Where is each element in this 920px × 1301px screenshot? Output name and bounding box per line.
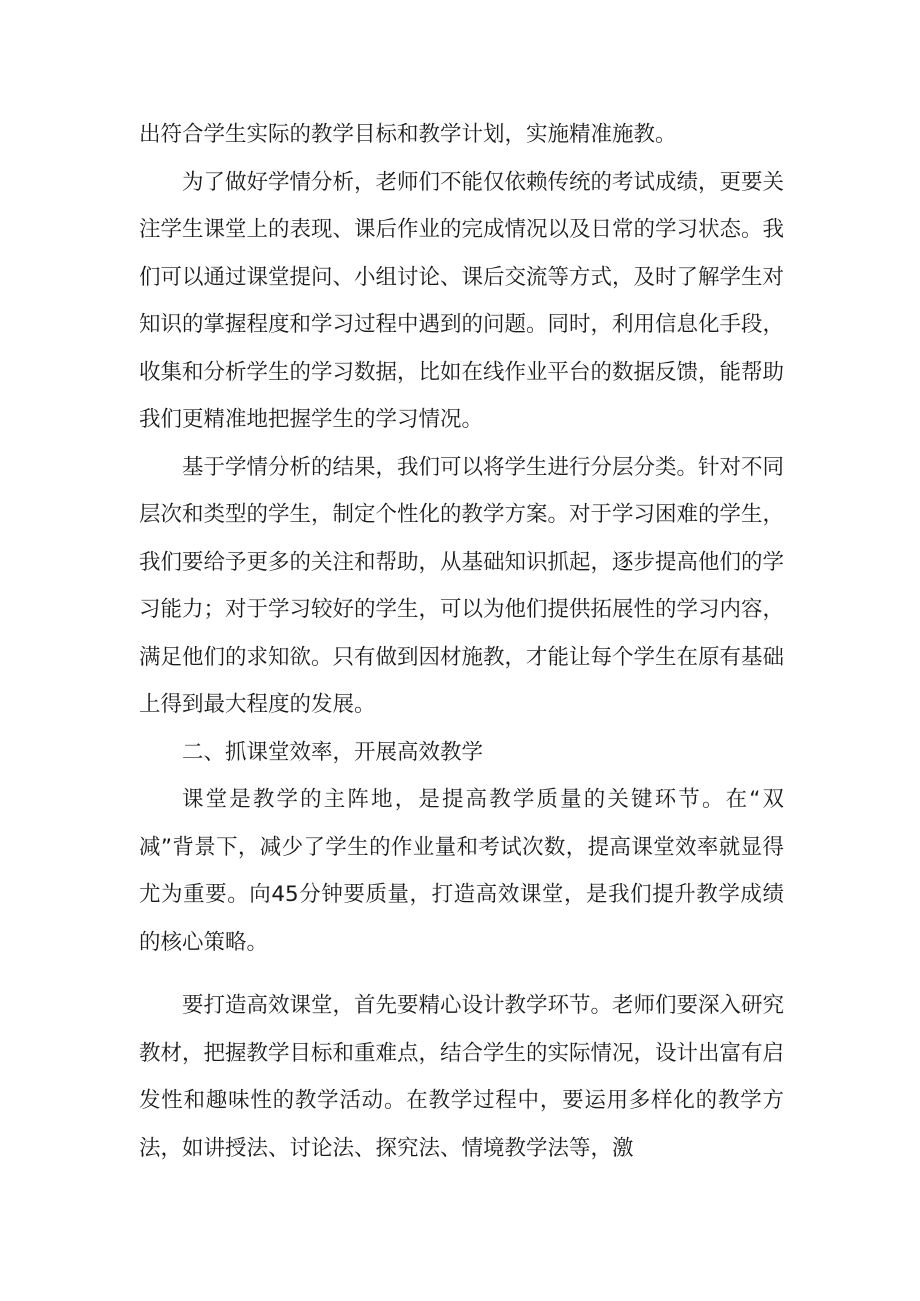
paragraph-efficient-classroom: 要打造高效课堂，首先要精心设计教学环节。老师们要深入研究教材，把握教学目标和重难点，结合学生的实际情况，设计出富有启发性和趣味性的教学活动。在教学过程中，要运用多样化的教学方法，如讲授法、讨论法、探究法、情境教学法等，激	[139, 993, 785, 1161]
paragraph-learning-analysis: 为了做好学情分析，老师们不能仅依赖传统的考试成绩，更要关注学生课堂上的表现、课后作业的完成情况以及日常的学习状态。我们可以通过课堂提问、小组讨论、课后交流等方式，及时了解学生对知识的掌握程度和学习过程中遇到的问题。同时，利用信息化手段，收集和分析学生的学习数据，比如在线作业平台的数据反馈，能帮助我们更精准地把握学生的学习情况。	[139, 169, 785, 432]
paragraph-classroom-efficiency: 课堂是教学的主阵地，是提高教学质量的关键环节。在“双减”背景下，减少了学生的作业量和考试次数，提高课堂效率就显得尤为重要。向45分钟要质量，打造高效课堂，是我们提升教学成绩的核心策略。	[139, 787, 784, 955]
paragraph-tiered-teaching: 基于学情分析的结果，我们可以将学生进行分层分类。针对不同层次和类型的学生，制定个性化的教学方案。对于学习困难的学生，我们要给予更多的关注和帮助，从基础知识抓起，逐步提高他们的学习能力；对于学习较好的学生，可以为他们提供拓展性的学习内容，满足他们的求知欲。只有做到因材施教，才能让每个学生在原有基础上得到最大程度的发展。	[139, 454, 785, 717]
document-body	[139, 111, 784, 1172]
paragraph-continuation: 出符合学生实际的教学目标和教学计划，实施精准施教。	[139, 122, 677, 147]
section-heading: 二、抓课堂效率，开展高效教学	[182, 739, 484, 765]
